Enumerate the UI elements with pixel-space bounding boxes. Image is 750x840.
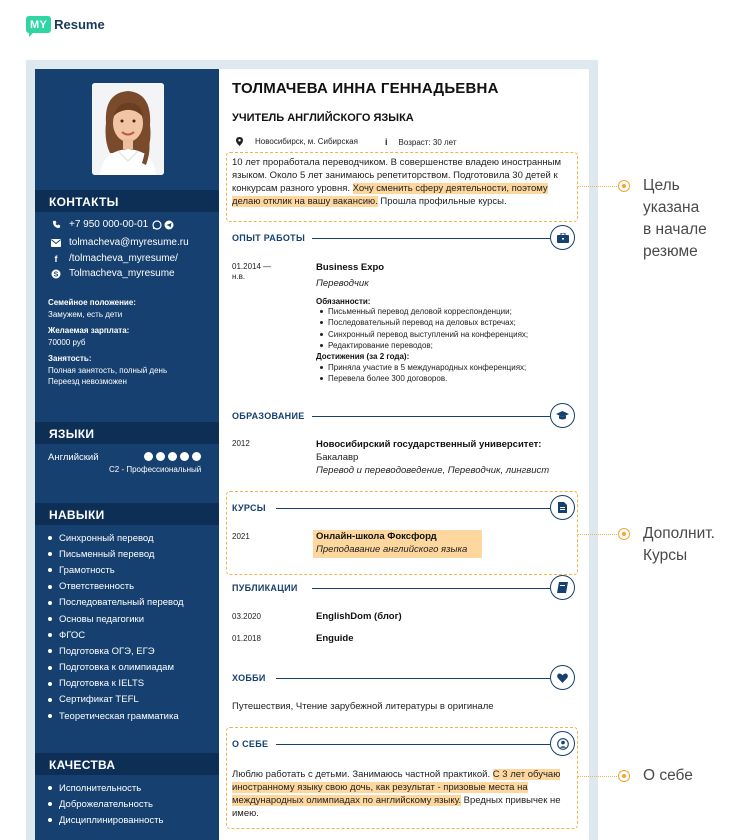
contacts-heading: КОНТАКТЫ xyxy=(35,190,219,212)
summary-highlight-frame xyxy=(226,152,578,222)
skills-heading: НАВЫКИ xyxy=(35,503,219,525)
language-level: C2 - Профессиональный xyxy=(109,465,202,474)
skill-item: Основы педагогики xyxy=(48,611,184,627)
facebook-handle: /tolmacheva_myresume/ xyxy=(69,253,178,264)
publication-date: 01.2018 xyxy=(232,634,261,643)
callout-connector xyxy=(578,186,619,187)
about-part: Люблю работать с детьми. Занимаюсь частной практикой. xyxy=(232,769,493,780)
skill-item: Подготовка ОГЭ, ЕГЭ xyxy=(48,643,184,659)
achievements-list xyxy=(320,362,526,385)
logo-text: Resume xyxy=(54,17,105,32)
mail-icon xyxy=(51,238,61,248)
about-heading: О СЕБЕ xyxy=(232,739,269,749)
skype-icon xyxy=(51,269,61,279)
info-icon: i xyxy=(385,137,388,147)
location-pin-icon xyxy=(236,137,243,146)
skills-list xyxy=(48,530,184,724)
rating-dot xyxy=(144,452,153,461)
about-highlight: С 3 лет обучаю иностранному языку свою дочь, как результат - призовые места на международных олимпиадах по английскому языку. xyxy=(232,769,561,806)
qualities-list xyxy=(48,780,163,829)
callout-marker xyxy=(618,528,630,540)
summary-part: Прошла профильные курсы. xyxy=(377,196,507,207)
skill-item: Подготовка к олимпиадам xyxy=(48,660,184,676)
duties-list xyxy=(320,306,528,351)
specialty: Перевод и переводоведение, Переводчик, лингвист xyxy=(316,465,550,476)
about-highlight-frame xyxy=(226,727,578,829)
skill-item: Письменный перевод xyxy=(48,546,184,562)
courses-highlight-frame xyxy=(226,491,578,575)
duty-item: Синхронный перевод выступлений на конференциях; xyxy=(320,329,528,340)
hobby-heading: ХОББИ xyxy=(232,673,266,683)
skill-item: Последовательный перевод xyxy=(48,595,184,611)
callout-marker xyxy=(618,180,630,192)
experience-date: 01.2014 — xyxy=(232,262,272,271)
callout-about xyxy=(643,765,693,787)
hobby-text: Путешествия, Чтение зарубежной литературы в оригинале xyxy=(232,701,494,712)
resume-sidebar xyxy=(35,69,219,840)
duties-heading: Обязанности: xyxy=(316,297,371,306)
language-rating xyxy=(144,452,201,461)
callout-line-text: О себе xyxy=(643,767,693,784)
language-name: Английский xyxy=(48,452,99,463)
callout-line-text: Курсы xyxy=(643,547,688,564)
phone-icon xyxy=(51,220,61,230)
callout-connector xyxy=(578,534,619,535)
salary-label: Желаемая зарплата: xyxy=(48,326,130,335)
candidate-position: УЧИТЕЛЬ АНГЛИЙСКОГО ЯЗЫКА xyxy=(232,112,414,124)
achievement-item: Перевела более 300 договоров. xyxy=(320,373,526,384)
candidate-name: ТОЛМАЧЕВА ИННА ГЕННАДЬЕВНА xyxy=(232,80,499,97)
employment-value: Полная занятость, полный день xyxy=(48,366,168,375)
skill-item: Теоретическая грамматика xyxy=(48,708,184,724)
callout-line-text: Дополнит. xyxy=(643,525,715,542)
contact-skype[interactable] xyxy=(51,268,175,279)
skill-item: Ответственность xyxy=(48,579,184,595)
publication-name: Enguide xyxy=(316,633,354,644)
age xyxy=(385,137,457,147)
experience-date-end: н.в. xyxy=(232,272,246,281)
callout-marker xyxy=(618,770,630,782)
svg-text:S: S xyxy=(53,271,59,278)
family-value: Замужем, есть дети xyxy=(48,310,123,319)
skill-item: ФГОС xyxy=(48,627,184,643)
phone-number: +7 950 000-00-01 xyxy=(69,219,149,230)
section-divider xyxy=(276,678,550,679)
location xyxy=(236,137,358,146)
telegram-icon xyxy=(164,220,174,230)
location-text: Новосибирск, м. Сибирская xyxy=(255,137,358,146)
skill-item: Грамотность xyxy=(48,562,184,578)
graduation-cap-icon xyxy=(550,403,575,428)
profile-photo xyxy=(92,83,164,175)
publications-heading: ПУБЛИКАЦИИ xyxy=(232,583,298,593)
course-name: Преподавание английского языка xyxy=(316,544,468,555)
contact-email[interactable] xyxy=(51,237,189,248)
education-year: 2012 xyxy=(232,439,250,448)
callout-line-text: Цель xyxy=(643,177,680,194)
callout-courses xyxy=(643,523,715,567)
publication-date: 03.2020 xyxy=(232,612,261,621)
family-label: Семейное положение: xyxy=(48,298,136,307)
course-year: 2021 xyxy=(232,532,250,541)
summary-highlight: Хочу сменить сферу деятельности, поэтому делаю отклик на вашу вакансию. xyxy=(232,183,548,207)
achievement-item: Приняла участие в 5 международных конференциях; xyxy=(320,362,526,373)
languages-heading: ЯЗЫКИ xyxy=(35,422,219,444)
summary-part: 10 лет проработала переводчиком. В совершенстве владею иностранным языком. Около 5 лет занимаюсь репетиторством. Подготовила 30 детей к конкурсам разного уровня. xyxy=(232,157,562,194)
education-heading: ОБРАЗОВАНИЕ xyxy=(232,411,305,421)
contact-facebook[interactable] xyxy=(51,253,178,264)
briefcase-icon xyxy=(550,225,575,250)
qualities-heading: КАЧЕСТВА xyxy=(35,753,219,775)
duty-item: Последовательный перевод на деловых встречах; xyxy=(320,317,528,328)
contact-phone[interactable] xyxy=(51,219,174,230)
quality-item: Доброжелательность xyxy=(48,796,163,812)
callout-line-text: указана xyxy=(643,199,700,216)
duty-item: Письменный перевод деловой корреспонденции; xyxy=(320,306,528,317)
age-text: Возраст: 30 лет xyxy=(398,137,457,147)
about-part: Вредных привычек не имею. xyxy=(232,795,561,819)
rating-dot xyxy=(168,452,177,461)
email-address: tolmacheva@myresume.ru xyxy=(69,237,189,248)
duty-item: Редактирование переводов; xyxy=(320,340,528,351)
skill-item: Сертификат TEFL xyxy=(48,692,184,708)
callout-line-text: резюме xyxy=(643,243,698,260)
book-icon xyxy=(550,575,575,600)
experience-heading: ОПЫТ РАБОТЫ xyxy=(232,233,306,243)
skype-handle: Tolmacheva_myresume xyxy=(69,268,175,279)
facebook-icon: f xyxy=(54,253,58,264)
achievements-heading: Достижения (за 2 года): xyxy=(316,352,410,361)
degree: Бакалавр xyxy=(316,452,359,463)
section-divider xyxy=(312,416,550,417)
experience-company: Business Expo xyxy=(316,262,385,273)
whatsapp-icon xyxy=(152,220,162,230)
callout-goal xyxy=(643,175,707,263)
rating-dot xyxy=(192,452,201,461)
publication-name: EnglishDom (блог) xyxy=(316,611,402,622)
quality-item: Дисциплинированность xyxy=(48,812,163,828)
courses-heading: КУРСЫ xyxy=(232,503,266,513)
heart-icon xyxy=(550,665,575,690)
callout-connector xyxy=(578,776,619,777)
university-name: Новосибирский государственный университет: xyxy=(316,439,542,450)
rating-dot xyxy=(156,452,165,461)
section-divider xyxy=(312,238,550,239)
logo-badge: MY xyxy=(26,16,51,33)
salary-value: 70000 руб xyxy=(48,338,86,347)
course-school: Онлайн-школа Фоксфорд xyxy=(316,531,437,542)
experience-role: Переводчик xyxy=(316,278,369,289)
skill-item: Подготовка к IELTS xyxy=(48,676,184,692)
employment-label: Занятость: xyxy=(48,354,92,363)
skill-item: Синхронный перевод xyxy=(48,530,184,546)
quality-item: Исполнительность xyxy=(48,780,163,796)
section-divider xyxy=(312,588,550,589)
rating-dot xyxy=(180,452,189,461)
callout-line-text: в начале xyxy=(643,221,707,238)
myresume-logo[interactable] xyxy=(26,16,105,33)
relocation-value: Переезд невозможен xyxy=(48,377,127,386)
